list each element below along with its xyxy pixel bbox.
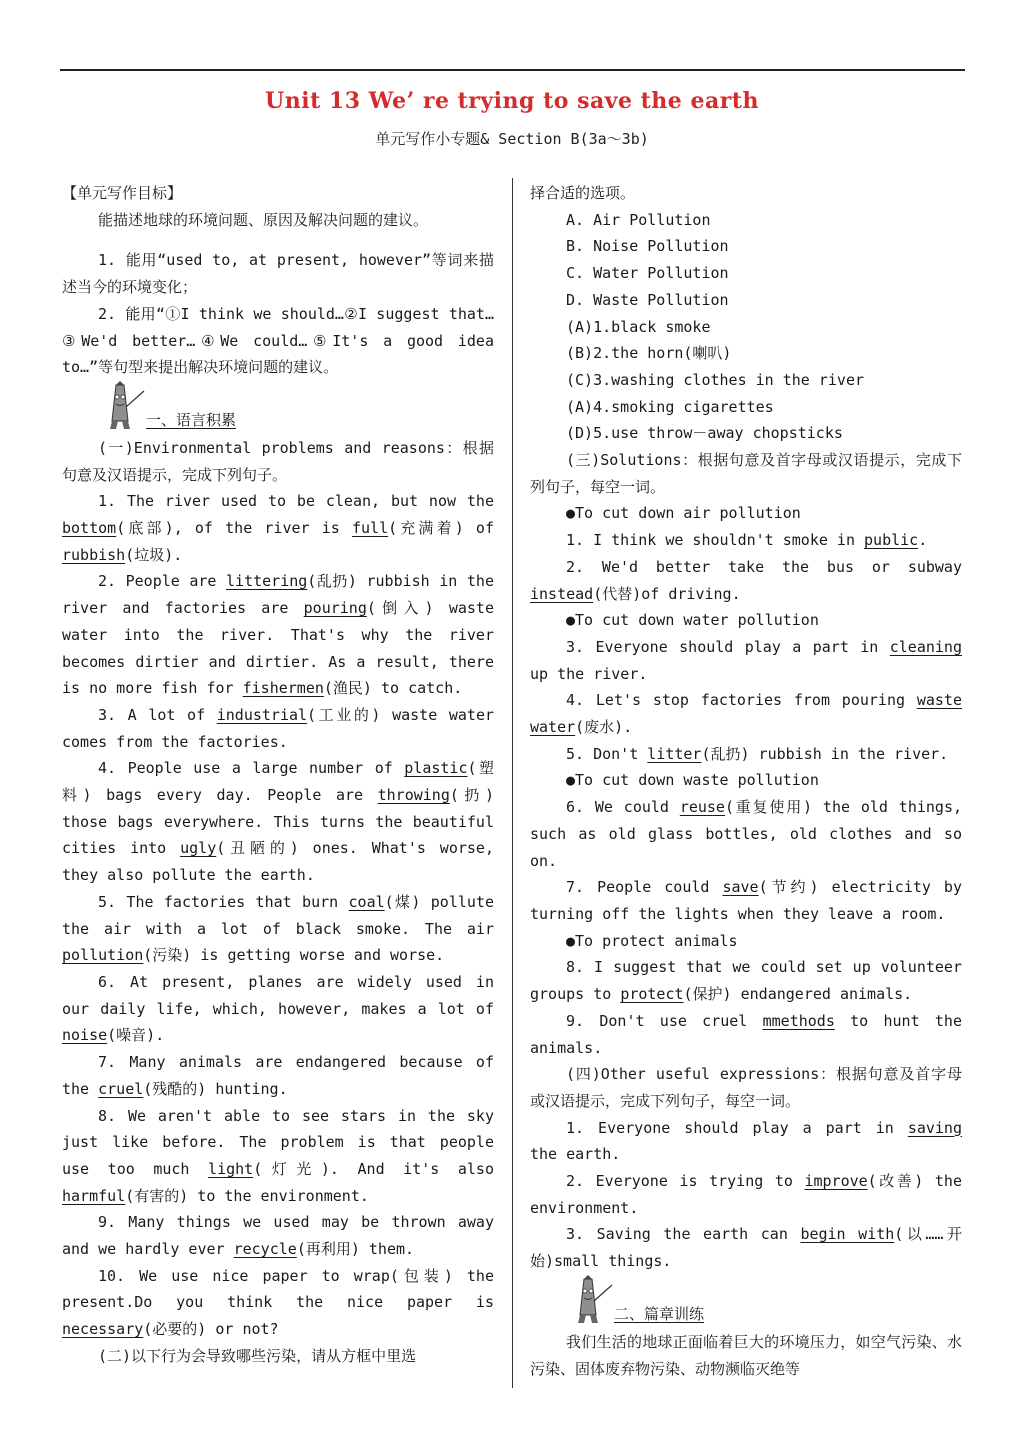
pencil-mascot-icon — [98, 381, 146, 433]
question-2: 2. People are littering(乱扔) rubbish in the river and factories are pouring(倒入) waste water into the river. That's why the river becomes dirtier and dirtier. As a result, there is no more fish for fishermen(渔民) to catch. — [62, 572, 494, 698]
answer-blank: pouring — [303, 599, 367, 618]
answer-blank: instead — [530, 584, 594, 603]
option-d: D. Waste Pollution — [566, 290, 729, 309]
column-divider — [512, 178, 513, 1388]
answer-blank: littering — [226, 572, 308, 591]
part-2-instruction: (二)以下行为会导致哪些污染，请从方框中里选 — [98, 1346, 417, 1365]
section-heading-2 — [530, 1275, 962, 1329]
answer-3: (C)3.washing clothes in the river — [566, 370, 865, 389]
goal-item-2: 2. 能用“①I think we should…②I suggest that…③We'd better…④We could…⑤It's a good idea to…”等句型来提出解决环境问题的建议。 — [62, 304, 494, 377]
bullet-waste: ●To cut down waste pollution — [566, 771, 819, 790]
question-1: 1. The river used to be clean, but now the bottom(底部), of the river is full(充满着) of rubbish(垃圾). — [62, 492, 494, 564]
answer-blank: mmethods — [762, 1011, 835, 1030]
answer-blank: litter — [647, 744, 702, 763]
answer-blank: light — [208, 1159, 254, 1178]
goal-text: 能描述地球的环境问题、原因及解决问题的建议。 — [98, 210, 429, 229]
question-10: 10. We use nice paper to wrap(包装) the present.Do you think the nice paper is necessary(必要的) or not? — [62, 1266, 494, 1339]
answer-blank: begin with — [800, 1225, 895, 1244]
top-rule — [60, 69, 965, 71]
page-subtitle: 单元写作小专题& Section B(3a～3b) — [375, 130, 649, 148]
page-title: Unit 13 We’ re trying to save the earth — [265, 88, 759, 114]
question-8: 8. We aren't able to see stars in the sky just like before. The problem is that people use too much light(灯光). And it's also harmful(有害的) to the environment. — [62, 1106, 494, 1205]
answer-blank: plastic — [404, 759, 468, 778]
passage-intro: 我们生活的地球正面临着巨大的环境压力，如空气污染、水污染、固体废弃物污染、动物濒临灭绝等 — [530, 1332, 962, 1378]
question-4: 4. People use a large number of plastic(塑料) bags every day. People are throwing(扔) those bags everywhere. This turns the beautiful cities into ugly(丑陋的) ones. What's worse, they also pollute the earth. — [62, 759, 495, 885]
question-5: 5. The factories that burn coal(煤) pollute the air with a lot of black smoke. The air pollution(污染) is getting worse and worse. — [62, 892, 494, 965]
answer-blank: saving — [907, 1118, 962, 1137]
bullet-air: ●To cut down air pollution — [566, 504, 801, 523]
bullet-animals: ●To protect animals — [566, 931, 738, 950]
answer-blank: necessary — [62, 1320, 144, 1339]
expression-1: 1. Everyone should play a part in saving the earth. — [530, 1118, 962, 1164]
answer-blank: cleaning — [889, 637, 962, 656]
answer-blank: improve — [804, 1172, 868, 1191]
answer-blank: throwing — [377, 786, 450, 805]
question-3: 3. A lot of industrial(工业的) waste water comes from the factories. — [62, 705, 495, 751]
answer-blank: waste water — [530, 691, 962, 737]
answer-blank: pollution — [62, 946, 144, 965]
option-a: A. Air Pollution — [566, 210, 711, 229]
answer-blank: industrial — [216, 705, 308, 724]
question-6: 6. At present, planes are widely used in our daily life, which, however, makes a lot of noise(噪音). — [62, 972, 494, 1045]
solution-1: 1. I think we shouldn't smoke in public. — [566, 531, 928, 550]
answer-blank: rubbish — [62, 545, 126, 564]
answer-2: (B)2.the horn(喇叭) — [566, 344, 732, 363]
answer-blank: ugly — [180, 839, 217, 858]
solution-3: 3. Everyone should play a part in cleaning up the river. — [530, 637, 962, 683]
answer-blank: coal — [348, 892, 385, 911]
solution-5: 5. Don't litter(乱扔) rubbish in the river. — [566, 744, 949, 763]
part-1-instruction: (一)Environmental problems and reasons：根据句意及汉语提示，完成下列句子。 — [62, 438, 494, 484]
answer-blank: recycle — [233, 1240, 297, 1259]
answer-blank: protect — [620, 985, 684, 1004]
answer-5: (D)5.use throw－away chopsticks — [566, 424, 843, 443]
solution-4: 4. Let's stop factories from pouring waste water(废水). — [530, 691, 962, 737]
left-column — [62, 180, 494, 1370]
bullet-water: ●To cut down water pollution — [566, 611, 819, 630]
option-c: C. Water Pollution — [566, 264, 729, 283]
part-4-instruction: (四)Other useful expressions：根据句意及首字母或汉语提示，完成下列句子，每空一词。 — [530, 1065, 962, 1110]
part-3-instruction: (三)Solutions：根据句意及首字母或汉语提示，完成下列句子，每空一词。 — [530, 451, 962, 496]
right-column — [530, 180, 962, 1382]
solution-7: 7. People could save(节约) electricity by turning off the lights when they leave a room. — [530, 878, 962, 923]
goal-heading: 【单元写作目标】 — [62, 184, 183, 202]
option-b: B. Noise Pollution — [566, 237, 729, 256]
question-7: 7. Many animals are endangered because of the cruel(残酷的) hunting. — [62, 1053, 494, 1098]
solution-8: 8. I suggest that we could set up volunteer groups to protect(保护) endangered animals. — [530, 958, 962, 1004]
section-label-2: 二、篇章训练 — [614, 1304, 705, 1323]
section-heading-1 — [62, 381, 494, 435]
solution-6: 6. We could reuse(重复使用) the old things, such as old glass bottles, old clothes and so on. — [530, 798, 963, 870]
answer-blank: noise — [62, 1026, 108, 1045]
section-label-1: 一、语言积累 — [146, 410, 237, 429]
goal-item-1: 1. 能用“used to, at present, however”等词来描述当今的环境变化； — [62, 251, 494, 297]
expression-3: 3. Saving the earth can begin with(以……开始)small things. — [530, 1225, 963, 1271]
answer-blank: bottom — [62, 519, 117, 538]
solution-9: 9. Don't use cruel mmethods to hunt the animals. — [530, 1011, 962, 1057]
answer-blank: full — [351, 519, 389, 538]
solution-2: 2. We'd better take the bus or subway instead(代替)of driving. — [530, 557, 962, 603]
answer-1: (A)1.black smoke — [566, 317, 711, 336]
pencil-mascot-icon — [566, 1275, 614, 1327]
part-2-continued: 择合适的选项。 — [530, 184, 636, 202]
expression-2: 2. Everyone is trying to improve(改善) the environment. — [530, 1172, 962, 1217]
answer-blank: harmful — [62, 1186, 126, 1205]
question-9: 9. Many things we used may be thrown away and we hardly ever recycle(再利用) them. — [62, 1213, 494, 1259]
answer-blank: cruel — [98, 1079, 144, 1098]
answer-blank: public — [864, 531, 919, 550]
answer-blank: fishermen — [242, 679, 324, 698]
answer-blank: save — [722, 878, 759, 897]
answer-blank: reuse — [679, 798, 725, 817]
answer-4: (A)4.smoking cigarettes — [566, 397, 774, 416]
